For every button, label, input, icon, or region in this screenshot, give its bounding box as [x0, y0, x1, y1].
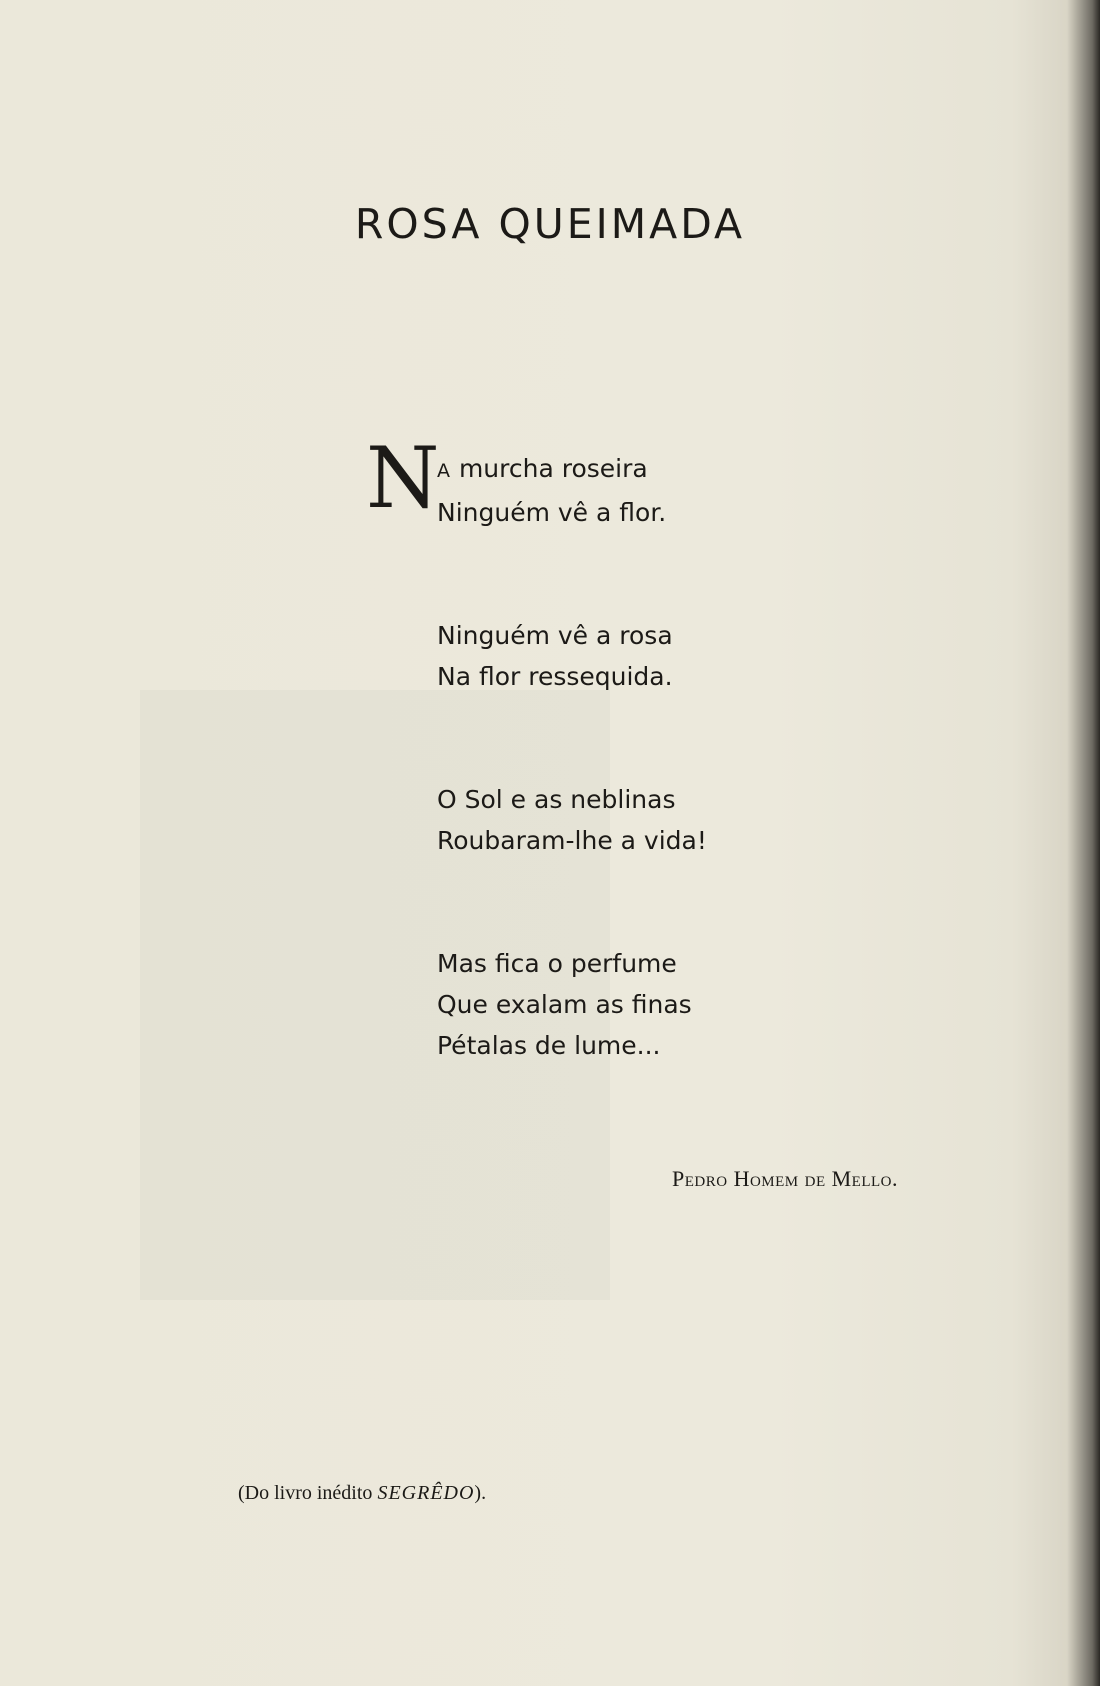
first-line-text: murcha roseira — [458, 454, 648, 483]
source-suffix: ). — [474, 1482, 487, 1504]
source-prefix: (Do livro inédito — [238, 1482, 378, 1504]
poem-line: Ninguém vê a rosa — [437, 621, 673, 650]
stanza-1 — [366, 429, 707, 533]
stanza-4 — [437, 943, 707, 1066]
book-title: SEGRÊDO — [377, 1482, 475, 1504]
poem-line: Mas fica o perfume — [437, 949, 677, 978]
poem-title: ROSA QUEIMADA — [354, 200, 746, 248]
stanza-3 — [437, 779, 707, 861]
poem-body — [366, 429, 707, 1066]
poem-line: Pétalas de lume... — [437, 1031, 661, 1060]
poem-line: O Sol e as neblinas — [437, 785, 676, 814]
poem-line: Roubaram-lhe a vida! — [437, 826, 707, 855]
poem-line: Na flor ressequida. — [437, 662, 673, 691]
drop-cap: N — [366, 429, 440, 527]
stanza-2 — [437, 615, 707, 697]
source-note — [238, 1482, 486, 1505]
poem-line: Ninguém vê a flor. — [437, 498, 667, 527]
first-word-small-caps: A — [437, 460, 451, 482]
author-signature: Pedro Homem de Mello. — [672, 1166, 899, 1191]
poem-line — [437, 448, 707, 492]
poem-line: Que exalam as finas — [437, 990, 692, 1019]
